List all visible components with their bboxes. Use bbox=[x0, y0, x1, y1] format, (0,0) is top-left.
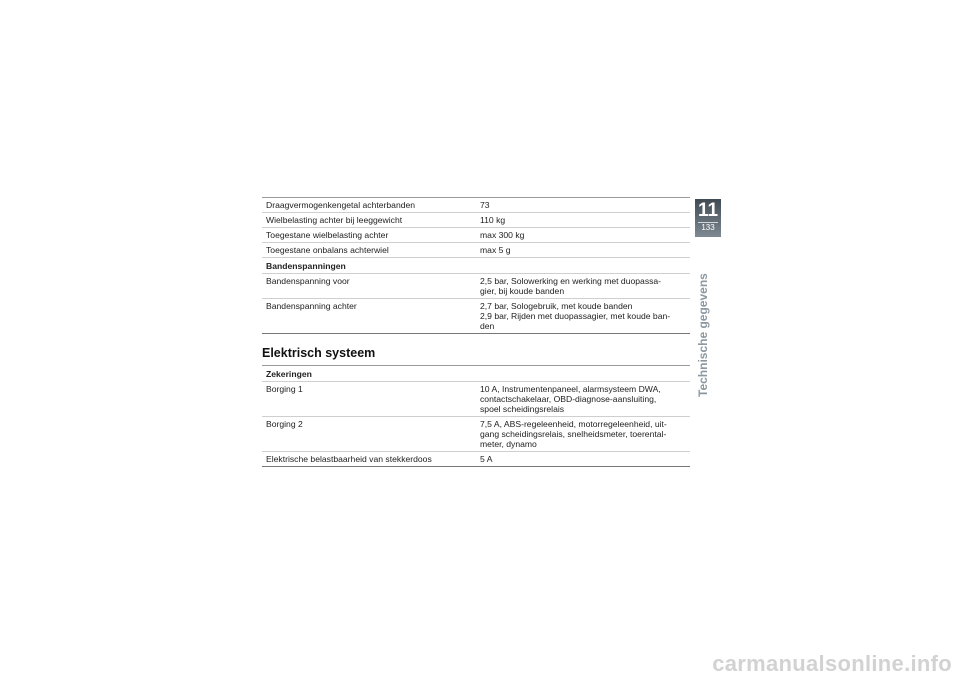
spec-key: Elektrische belastbaarheid van stekkerdoos bbox=[262, 452, 476, 467]
spec-value: 110 kg bbox=[476, 213, 690, 228]
chapter-side-label: Technische gegevens bbox=[696, 273, 710, 397]
spec-key: Bandenspanning achter bbox=[262, 299, 476, 334]
subheading-fuses: Zekeringen bbox=[262, 366, 690, 382]
spec-key: Bandenspanning voor bbox=[262, 274, 476, 299]
table-subheading-row bbox=[262, 366, 690, 382]
spec-key: Borging 1 bbox=[262, 382, 476, 417]
table-row bbox=[262, 299, 690, 334]
section-title: Elektrisch systeem bbox=[262, 346, 376, 360]
table-row bbox=[262, 274, 690, 299]
chapter-tab bbox=[695, 199, 721, 237]
spec-value: 2,7 bar, Sologebruik, met koude banden 2,9 bar, Rijden met duopassagier, met koude ban- den bbox=[476, 299, 690, 334]
table-row bbox=[262, 417, 690, 452]
table-row bbox=[262, 243, 690, 258]
spec-value: 5 A bbox=[476, 452, 690, 467]
table-row bbox=[262, 198, 690, 213]
table-row bbox=[262, 213, 690, 228]
table-row bbox=[262, 382, 690, 417]
table-subheading-row bbox=[262, 258, 690, 274]
spec-value: 2,5 bar, Solowerking en werking met duopassa- gier, bij koude banden bbox=[476, 274, 690, 299]
electrical-spec-table bbox=[262, 365, 690, 467]
spec-value: max 5 g bbox=[476, 243, 690, 258]
spec-value: 73 bbox=[476, 198, 690, 213]
spec-key: Wielbelasting achter bij leeggewicht bbox=[262, 213, 476, 228]
spec-key: Borging 2 bbox=[262, 417, 476, 452]
spec-value: 7,5 A, ABS-regeleenheid, motorregeleenheid, uit- gang scheidingsrelais, snelheidsmeter, toerental- meter, dynamo bbox=[476, 417, 690, 452]
spec-key: Draagvermogenkengetal achterbanden bbox=[262, 198, 476, 213]
table-row bbox=[262, 452, 690, 467]
tire-spec-table bbox=[262, 197, 690, 334]
spec-key: Toegestane wielbelasting achter bbox=[262, 228, 476, 243]
spec-value: max 300 kg bbox=[476, 228, 690, 243]
watermark: carmanualsonline.info bbox=[712, 651, 952, 676]
subheading-tire-pressure: Bandenspanningen bbox=[262, 258, 690, 274]
table-row bbox=[262, 228, 690, 243]
spec-content bbox=[262, 197, 690, 467]
page-number: 133 bbox=[698, 222, 718, 233]
spec-key: Toegestane onbalans achterwiel bbox=[262, 243, 476, 258]
spec-value: 10 A, Instrumentenpaneel, alarmsysteem DWA, contactschakelaar, OBD-diagnose-aansluiting, spoel scheidingsrelais bbox=[476, 382, 690, 417]
chapter-number: 11 bbox=[697, 200, 719, 221]
